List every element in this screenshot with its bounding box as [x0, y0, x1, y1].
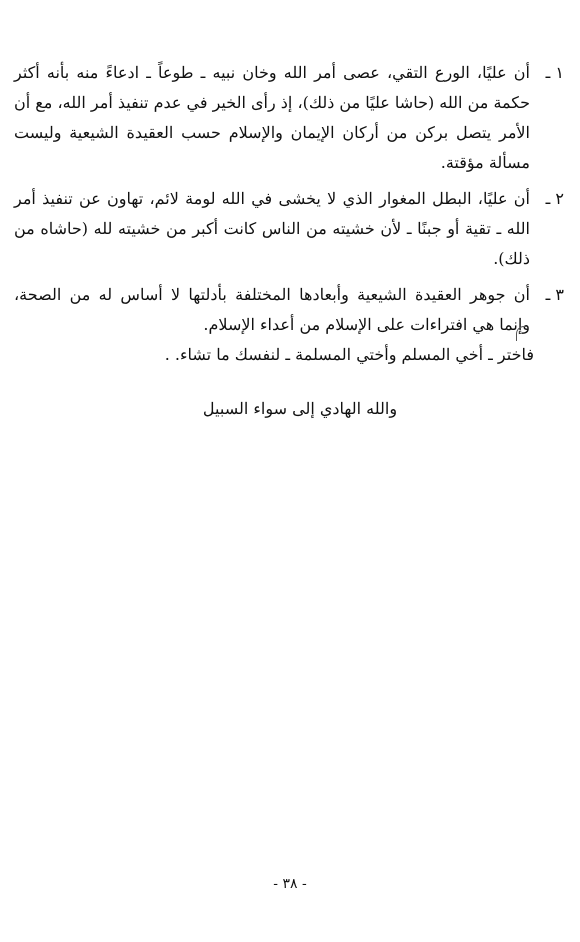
list-item-1 [14, 58, 564, 178]
item-number: ٣ ـ [545, 285, 564, 304]
closing-line: فاختر ـ أخي المسلم وأختي المسلمة ـ لنفسك ما تشاء. . [164, 345, 534, 364]
page-number: - ٣٨ - [273, 876, 307, 892]
pen-mark [516, 326, 527, 341]
list-item-2 [14, 184, 564, 274]
item-number: ١ ـ [545, 63, 564, 82]
item-text: أن جوهر العقيدة الشيعية وأبعادها المختلفة بأدلتها لا أساس له من الصحة، وإنما هي افتراءات على الإسلام من أعداء الإسلام. [14, 285, 530, 334]
closing-prayer: والله الهادي إلى سواء السبيل [202, 399, 398, 418]
item-text: أن عليًا، الورع التقي، عصى أمر الله وخان نبيه ـ طوعاً ـ ادعاءً منه بأنه أكثر حكمة من الله (حاشا عليًا من ذلك)، إذ رأى الخير في عدم تنفيذ أمر الله، مع أن الأمر يتصل بركن من أركان الإيمان والإسلام حسب العقيدة الشيعية وليست مسألة مؤقتة. [14, 63, 530, 172]
item-number: ٢ ـ [545, 189, 564, 208]
item-text: أن عليًا، البطل المغوار الذي لا يخشى في الله لومة لائم، تهاون عن تنفيذ أمر الله ـ تقية أو جبنًا ـ لأن خشيته من الناس كانت أكبر من خشيته لله (حاشاه من ذلك). [14, 189, 530, 268]
numbered-list [14, 58, 564, 346]
list-item-3 [14, 280, 564, 340]
